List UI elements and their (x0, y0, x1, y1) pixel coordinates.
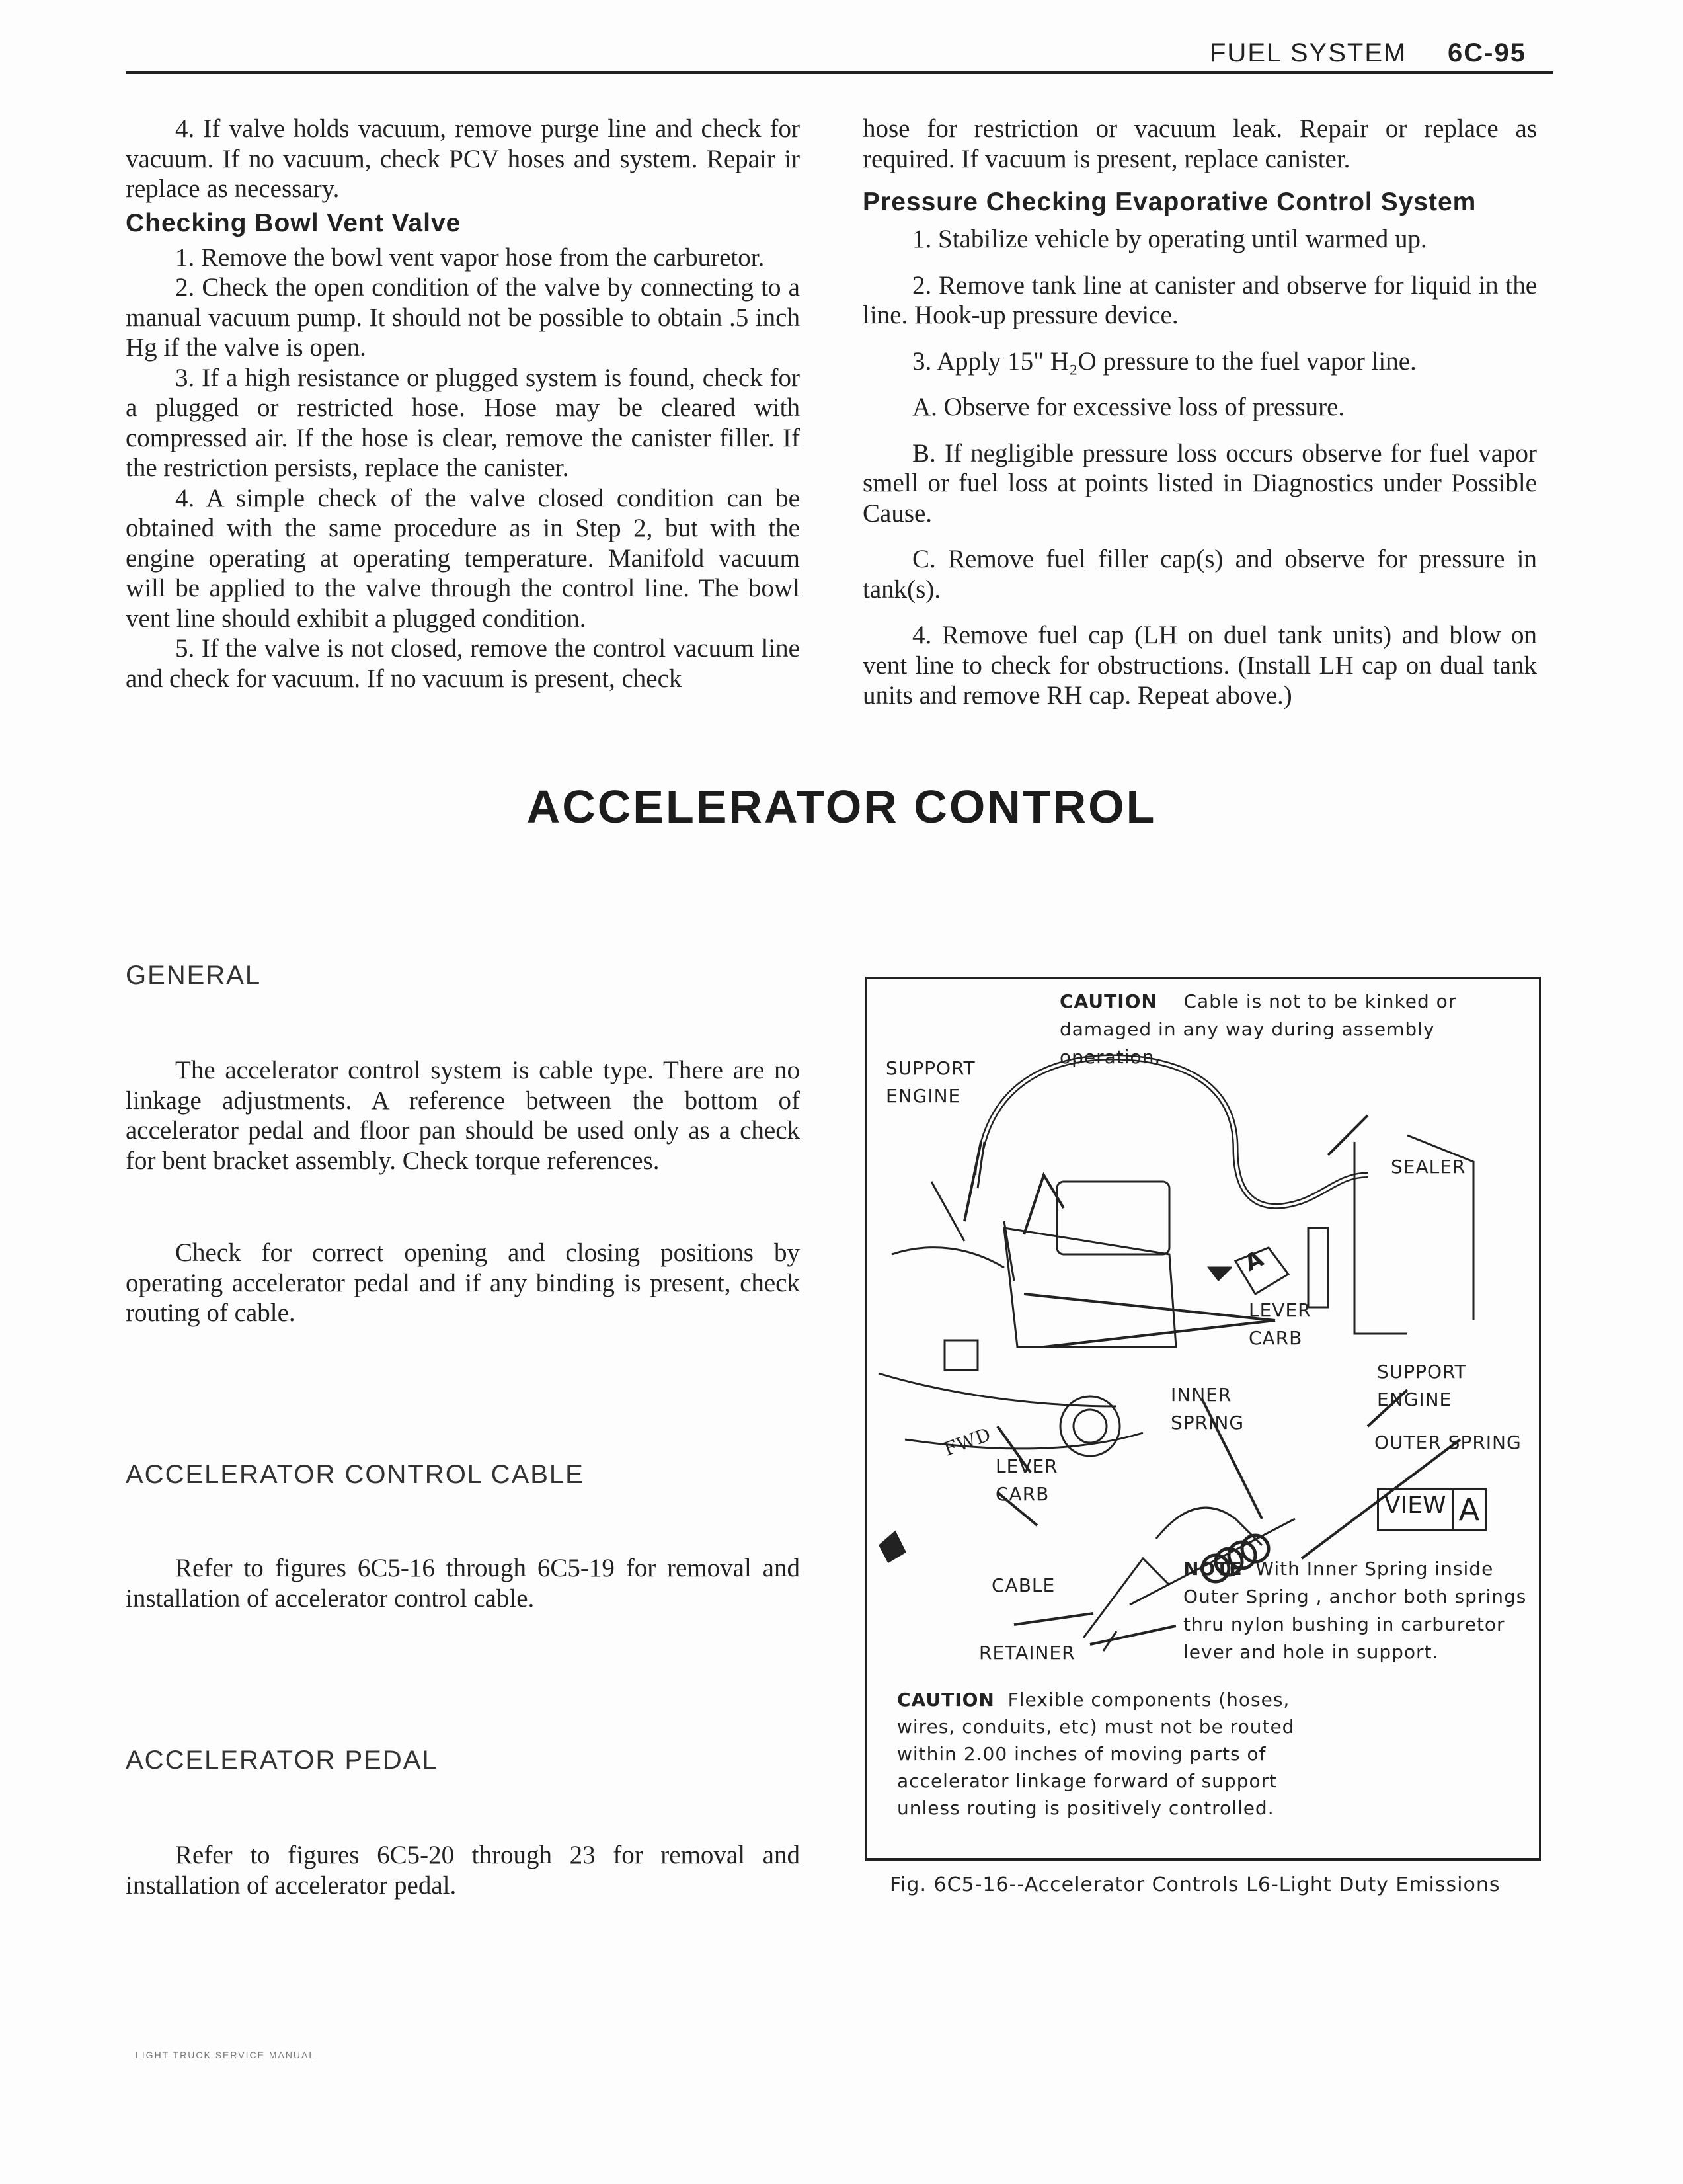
paragraph: Check for correct opening and closing positions by operating accelerator pedal and if any binding is present, check routing of cable. (126, 1238, 800, 1327)
figure-caption: Fig. 6C5-16--Accelerator Controls L6-Light Duty Emissions (890, 1873, 1501, 1896)
step: 4. A simple check of the valve closed condition can be obtained with the same procedure as in Step 2, but with the engine operating at operating temperature. Manifold vacuum will be applied to the valve through the control line. The bowl vent line should exhibit a plugged condition. (126, 483, 800, 633)
air-cleaner-shape (1057, 1182, 1169, 1254)
heading-general: GENERAL (126, 961, 262, 990)
caution-note-bottom (897, 1686, 1307, 1822)
view-a-callout: A (1240, 1245, 1269, 1277)
paragraph: 4. If valve holds vacuum, remove purge line and check for vacuum. If no vacuum, check PCV hoses and system. Repair ir replace as necessary. (126, 114, 800, 203)
general-p2-block (126, 1238, 800, 1328)
label-lever-carb-2: LEVER CARB (996, 1455, 1058, 1505)
step: 4. Remove fuel cap (LH on duel tank units) and blow on vent line to check for obstructions. (Install LH cap on dual tank units and remove RH cap. Repeat above.) (863, 621, 1537, 709)
left-top-column (126, 114, 800, 694)
cable-block (126, 1553, 800, 1613)
caution-label: CAUTION (1060, 991, 1157, 1012)
pedal-block (126, 1840, 800, 1900)
step: 3. Apply 15" H₂O pressure to the fuel vapor line. (912, 346, 1417, 376)
paragraph: The accelerator control system is cable type. There are no linkage adjustments. A reference between the bottom of accelerator pedal and floor pan should be used only as a check for bent bracket assembly. Check torque references. (126, 1056, 800, 1175)
label-sealer: SEALER (1391, 1156, 1466, 1178)
view-a-badge (1377, 1488, 1487, 1531)
caution-label: CAUTION (897, 1689, 995, 1711)
label-outer-spring: OUTER SPRING (1374, 1432, 1522, 1453)
label-lever-carb: LEVER CARB (1249, 1299, 1311, 1349)
heading-control-cable: ACCELERATOR CONTROL CABLE (126, 1460, 584, 1489)
footer: LIGHT TRUCK SERVICE MANUAL (136, 2050, 316, 2060)
caution-note-top (1060, 988, 1469, 1071)
section-title: ACCELERATOR CONTROL (526, 781, 1157, 832)
view-letter: A (1452, 1490, 1485, 1529)
step: 2. Remove tank line at canister and observe for liquid in the line. Hook-up pressure device. (863, 270, 1537, 329)
step: C. Remove fuel filler cap(s) and observe for pressure in tank(s). (863, 545, 1537, 604)
step: 3. If a high resistance or plugged system is found, check for a plugged or restricted hose. Hose may be cleared with compressed air. If the hose is clear, remove the canister filler. If the restriction persists, replace the canister. (126, 363, 800, 482)
header-page-number: 6C-95 (1448, 38, 1526, 67)
step: A. Observe for excessive loss of pressure. (912, 393, 1345, 421)
heading-pedal: ACCELERATOR PEDAL (126, 1746, 438, 1775)
step: 5. If the valve is not closed, remove the control vacuum line and check for vacuum. If no vacuum is present, check (126, 634, 800, 693)
heading-pressure-check: Pressure Checking Evaporative Control System (863, 188, 1477, 216)
step: 2. Check the open condition of the valve by connecting to a manual vacuum pump. It should not be possible to obtain .5 inch Hg if the valve is open. (126, 273, 800, 362)
paragraph: Refer to figures 6C5-20 through 23 for removal and installation of accelerator pedal. (126, 1841, 800, 1900)
heading-bowl-vent: Checking Bowl Vent Valve (126, 208, 461, 237)
label-support-engine-2: SUPPORT ENGINE (1377, 1361, 1467, 1410)
caution-text: Cable is not to be kinked or damaged in any way during assembly operation. (1060, 991, 1457, 1068)
label-retainer: RETAINER (979, 1642, 1076, 1664)
note-block (1183, 1555, 1534, 1666)
view-label: VIEW (1384, 1492, 1446, 1519)
caution-text: Flexible components (hoses, wires, conduits, etc) must not be routed within 2.00 inches of moving parts of accelerator linkage forward of support unless routing is positively controlled. (897, 1689, 1295, 1819)
label-fwd: FWD (941, 1423, 994, 1461)
note-label: NOTE (1183, 1558, 1243, 1580)
label-inner-spring: INNER SPRING (1171, 1384, 1245, 1434)
general-p1-block (126, 1055, 800, 1176)
paragraph: Refer to figures 6C5-16 through 6C5-19 for removal and installation of accelerator control cable. (126, 1554, 800, 1613)
step: 1. Remove the bowl vent vapor hose from the carburetor. (175, 243, 765, 272)
fwd-arrow-icon (880, 1532, 905, 1562)
note-text: With Inner Spring inside Outer Spring , anchor both springs thru nylon bushing in carburetor lever and hole in support. (1183, 1558, 1527, 1663)
step: 1. Stabilize vehicle by operating until warmed up. (912, 225, 1427, 253)
step: B. If negligible pressure loss occurs observe for fuel vapor smell or fuel loss at points listed in Diagnostics under Possible Cause. (863, 438, 1537, 528)
paragraph: hose for restriction or vacuum leak. Repair or replace as required. If vacuum is present, replace canister. (863, 114, 1537, 173)
header-rule (126, 71, 1553, 74)
header-section: FUEL SYSTEM (1210, 38, 1407, 67)
right-top-column (863, 114, 1537, 711)
label-cable: CABLE (992, 1574, 1056, 1596)
label-support-engine: SUPPORT ENGINE (886, 1057, 976, 1107)
